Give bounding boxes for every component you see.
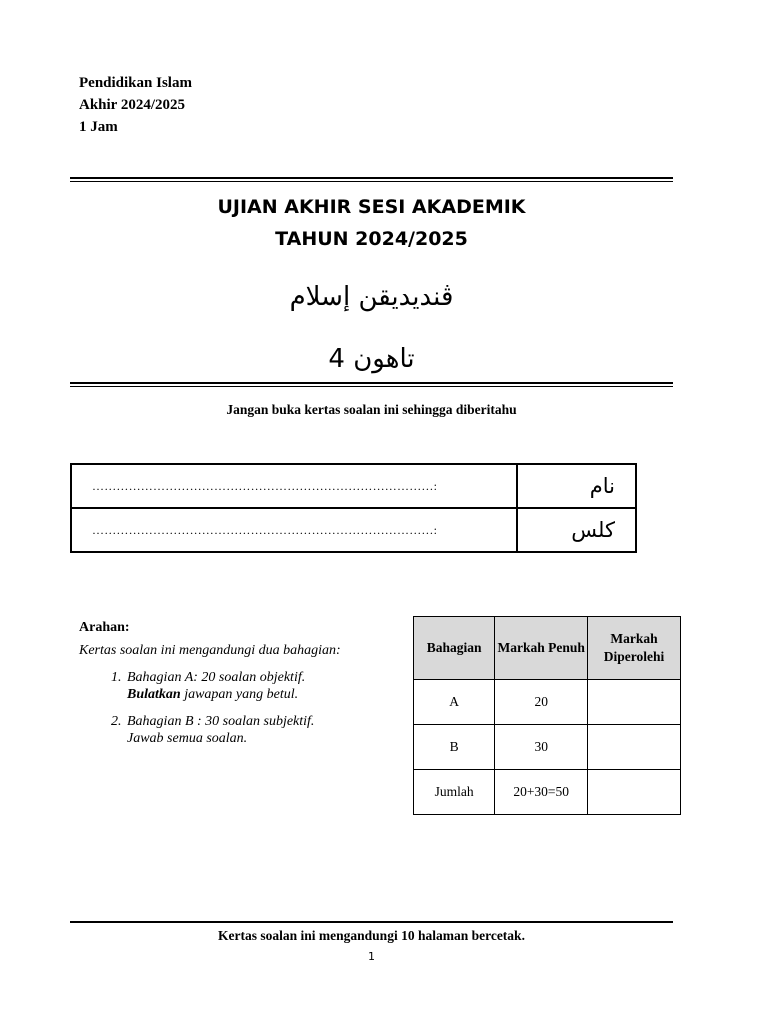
name-label: نام xyxy=(517,464,636,508)
instruction-b-line2: Jawab semua soalan. xyxy=(127,731,248,746)
section-cell: A xyxy=(414,680,495,725)
page-number: 1 xyxy=(368,950,375,963)
title-bottom-rule-inner xyxy=(70,386,673,387)
name-field[interactable]: …………………………………………………………………………: xyxy=(71,464,517,508)
marks-table xyxy=(413,616,681,815)
exam-label: Akhir 2024/2025 xyxy=(79,97,185,113)
top-rule-inner xyxy=(70,181,673,182)
instruction-a-emphasis: Bulatkan xyxy=(127,687,181,702)
total-obtained-marks-cell[interactable] xyxy=(588,770,681,815)
jawi-subject-title: ڤنديديقن إسلام xyxy=(289,282,454,312)
header-markah-penuh: Markah Penuh xyxy=(495,617,588,680)
class-label: كلس xyxy=(517,508,636,552)
instructions-list xyxy=(79,669,341,747)
section-cell: B xyxy=(414,725,495,770)
instructions-heading: Arahan: xyxy=(79,620,130,635)
title-bottom-rule xyxy=(70,382,673,384)
duration-label: 1 Jam xyxy=(79,119,118,135)
subject-label: Pendidikan Islam xyxy=(79,75,192,91)
jawi-year-title: تاهون 4 xyxy=(328,344,415,374)
class-field[interactable]: …………………………………………………………………………: xyxy=(71,508,517,552)
header-bahagian: Bahagian xyxy=(414,617,495,680)
student-identity-table xyxy=(70,463,637,553)
instruction-a-line2: jawapan yang betul. xyxy=(180,687,299,702)
instruction-item-b xyxy=(125,713,341,747)
class-row xyxy=(71,508,636,552)
total-label-cell: Jumlah xyxy=(414,770,495,815)
exam-title-line1: UJIAN AKHIR SESI AKADEMIK xyxy=(217,196,526,218)
obtained-marks-cell[interactable] xyxy=(588,680,681,725)
exam-title-line2: TAHUN 2024/2025 xyxy=(275,228,468,250)
top-rule xyxy=(70,177,673,179)
table-row xyxy=(414,725,681,770)
name-row xyxy=(71,464,636,508)
marks-header-row xyxy=(414,617,681,680)
instruction-a-line1: Bahagian A: 20 soalan objektif. xyxy=(127,670,306,685)
instruction-item-a xyxy=(125,669,341,703)
instruction-b-line1: Bahagian B : 30 soalan subjektif. xyxy=(127,714,315,729)
table-row xyxy=(414,680,681,725)
instructions-block xyxy=(79,620,341,757)
obtained-marks-cell[interactable] xyxy=(588,725,681,770)
total-full-marks-cell: 20+30=50 xyxy=(495,770,588,815)
header-markah-diperolehi: Markah Diperolehi xyxy=(588,617,681,680)
do-not-open-notice: Jangan buka kertas soalan ini sehingga diberitahu xyxy=(226,402,517,417)
table-row xyxy=(414,770,681,815)
instructions-intro: Kertas soalan ini mengandungi dua bahagian: xyxy=(79,643,341,658)
full-marks-cell: 30 xyxy=(495,725,588,770)
full-marks-cell: 20 xyxy=(495,680,588,725)
page-count-note: Kertas soalan ini mengandungi 10 halaman bercetak. xyxy=(218,928,525,943)
footer-rule xyxy=(70,921,673,923)
